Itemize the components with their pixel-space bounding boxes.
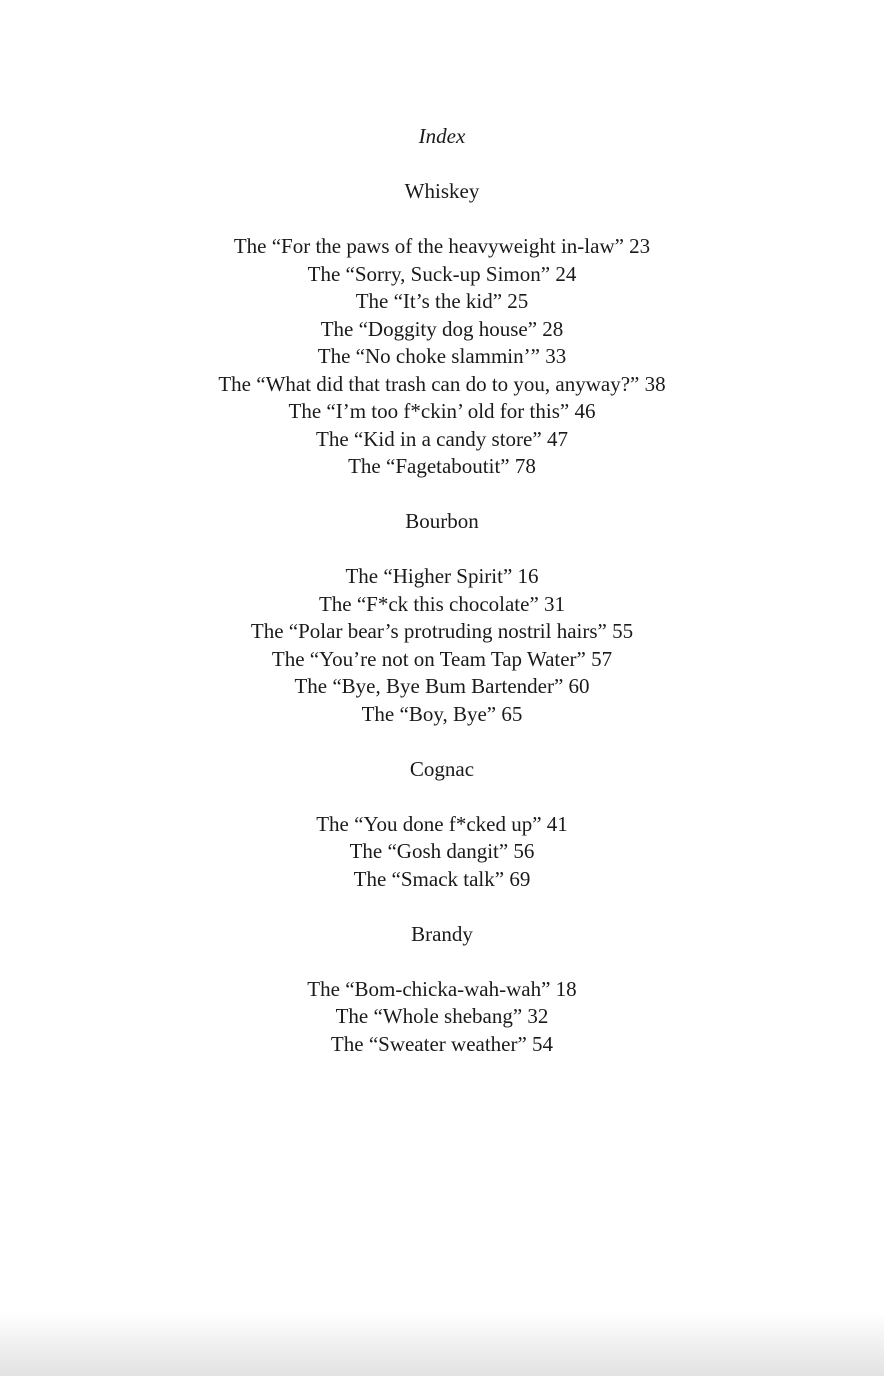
section-heading: Brandy [411,921,473,946]
entry-list [0,233,884,481]
section-heading: Cognac [409,756,475,781]
page-bottom-shadow [0,1312,884,1376]
index-entry: The “It’s the kid” 25 [355,289,529,313]
entry-list [0,563,884,728]
section-heading: Whiskey [404,179,480,203]
index-entry: The “Bye, Bye Bum Bartender” 60 [294,674,590,698]
entry-list [0,976,884,1059]
index-content [0,123,884,1058]
index-entry: The “Polar bear’s protruding nostril hairs” 55 [250,619,634,643]
index-entry: The “You done f*cked up” 41 [316,811,568,836]
index-section-whiskey [0,178,884,481]
index-entry: The “Gosh dangit” 56 [349,839,535,863]
index-entry: The “I’m too f*ckin’ old for this” 46 [288,399,596,423]
index-title: Index [418,124,466,148]
index-entry: The “Fagetaboutit” 78 [348,454,536,478]
index-section-brandy [0,921,884,1059]
index-entry: The “No choke slammin’” 33 [317,344,567,368]
index-entry: The “Bom-chicka-wah-wah” 18 [307,976,577,1001]
index-entry: The “F*ck this chocolate” 31 [318,591,566,616]
index-entry: The “Whole shebang” 32 [335,1004,549,1028]
index-section-cognac [0,756,884,894]
entry-list [0,811,884,894]
index-entry: The “What did that trash can do to you, anyway?” 38 [218,371,666,396]
index-entry: The “Kid in a candy store” 47 [316,426,568,451]
index-entry: The “Boy, Bye” 65 [361,701,523,726]
index-entry: The “Sweater weather” 54 [330,1031,554,1056]
index-entry: The “Higher Spirit” 16 [345,564,539,588]
index-entry: The “For the paws of the heavyweight in-law” 23 [233,234,651,258]
index-entry: The “Doggity dog house” 28 [320,316,564,341]
index-entry: The “You’re not on Team Tap Water” 57 [271,646,613,671]
index-entry: The “Sorry, Suck-up Simon” 24 [307,261,577,286]
section-heading: Bourbon [405,509,479,533]
index-entry: The “Smack talk” 69 [353,866,531,891]
index-section-bourbon [0,508,884,728]
